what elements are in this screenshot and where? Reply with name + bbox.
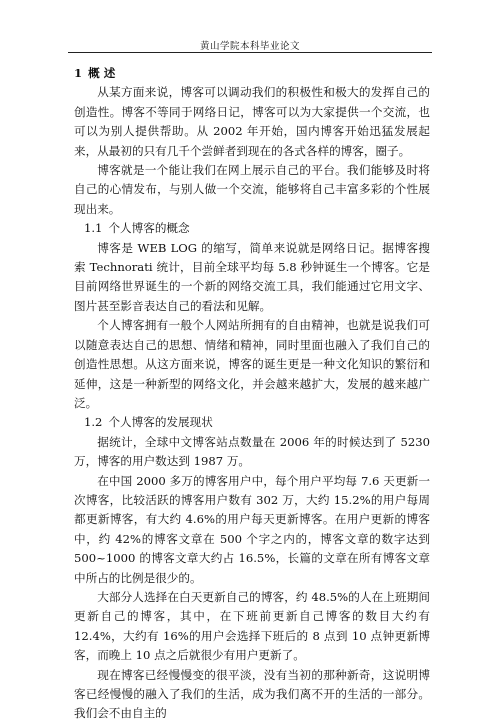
document-body: [74, 64, 430, 724]
subsection-number: 1.2: [84, 415, 103, 430]
subsection-title: 个人博客的发展现状: [108, 415, 213, 430]
subsection-heading: [74, 219, 430, 238]
paragraph: 博客就是一个能让我们在网上展示自己的平台。我们能够及时将自己的心情发布，与别人做一个交流，能够将自己丰富多彩的个性展现出来。: [74, 163, 430, 216]
subsection-number: 1.1: [84, 221, 103, 236]
section-title: 概 述: [88, 66, 116, 80]
paragraph: 在中国 2000 多万的博客用户中，每个用户平均每 7.6 天更新一次博客，比较活跃的博客用户数有 302 万，大约 15.2%的用户每周都更新博客，有大约 4.6%的用户每天更新博客。在用户更新的博客中，约 42%的博客文章在 500 个字之内的，博客文章的数字达到 500~1000 的博客文章大约占 16.5%，长篇的文章在所有博客文章中所占的比例是很少的。: [74, 473, 430, 585]
paragraph: 博客是 WEB LOG 的缩写，简单来说就是网络日记。据博客搜索 Technorati 统计，目前全球平均每 5.8 秒钟诞生一个博客。它是目前网络世界诞生的一个新的网络交流工具，我们能通过它用文字、图片甚至影音表达自己的看法和见解。: [74, 240, 430, 313]
paragraph: 个人博客拥有一般个人网站所拥有的自由精神，也就是说我们可以随意表达自己的思想、情绪和精神，同时里面也融入了我们自己的创造性思想。从这方面来说，博客的诞生更是一种文化知识的繁衍和延伸，这是一种新型的网络文化，并会越来越扩大，发展的越来越广泛。: [74, 318, 430, 410]
subsection-heading: [74, 413, 430, 432]
running-header: 黄山学院本科毕业论文: [199, 41, 300, 52]
paragraph: 现在博客已经慢慢变的很平淡，没有当初的那种新奇，这说明博客已经慢慢的融入了我们的生活，成为我们离不开的生活的一部分。我们会不由自主的: [74, 667, 430, 721]
section-number: 1: [74, 66, 83, 80]
paragraph: 据统计，全球中文博客站点数量在 2006 年的时候达到了 5230 万，博客的用户数达到 1987 万。: [74, 434, 430, 469]
paragraph: 大部分人选择在白天更新自己的博客，约 48.5%的人在上班期间更新自己的博客，其中，在下班前更新自己博客的数目大约有 12.4%，大约有 16%的用户会选择下班后的 8 点到 10 点钟更新博客，而晚上 10 点之后就很少有用户更新了。: [74, 589, 430, 663]
paragraph: 从某方面来说，博客可以调动我们的积极性和极大的发挥自己的创造性。博客不等同于网络日记，博客可以为大家提供一个交流，也可以为别人提供帮助。从 2002 年开始，国内博客开始迅猛发展起来，从最初的只有几千个尝鲜者到现在的各式各样的博客，圈子。: [74, 85, 430, 158]
header-rule: [68, 52, 432, 53]
section-heading: [74, 64, 430, 83]
subsection-title: 个人博客的概念: [108, 221, 190, 236]
